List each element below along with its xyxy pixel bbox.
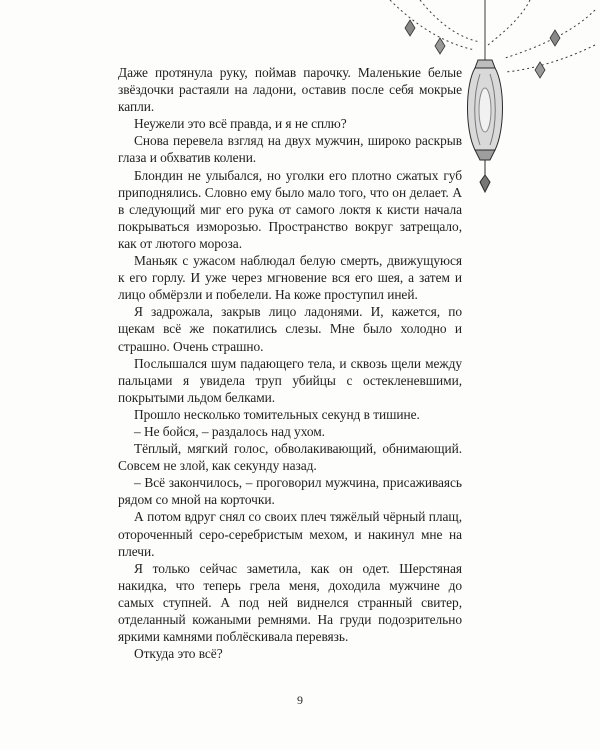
paragraph: Даже протянула руку, поймав парочку. Маленькие белые звёздочки растаяли на ладони, оставив после себя мокрые капли. bbox=[118, 65, 462, 115]
paragraph: Снова перевела взгляд на двух мужчин, широко раскрыв глаза и обхватив колени. bbox=[118, 133, 462, 166]
paragraph: Я только сейчас заметила, как он одет. Шерстяная накидка, что теперь грела меня, доходила мужчине до самых ступней. А под ней виднелся странный свитер, отделанный кожаными ремнями. На груди подозрительно яркими камнями поблёскивала перевязь. bbox=[118, 560, 462, 645]
paragraph: Маньяк с ужасом наблюдал белую смерть, движущуюся к его горлу. И уже через мгновение вся его шея, а затем и лицо обмёрзли и побелели. На коже проступил иней. bbox=[118, 253, 462, 303]
paragraph: Я задрожала, закрыв лицо ладонями. И, кажется, по щекам всё же покатились слезы. Мне было холодно и страшно. Очень страшно. bbox=[118, 304, 462, 354]
paragraph: Неужели это всё правда, и я не сплю? bbox=[134, 116, 347, 132]
paragraph: А потом вдруг снял со своих плеч тяжёлый чёрный плащ, отороченный серо-серебристым мехом, и накинул мне на плечи. bbox=[118, 509, 462, 559]
paragraph: – Всё закончилось, – проговорил мужчина, присаживаясь рядом со мной на корточки. bbox=[118, 475, 462, 508]
paragraph: – Не бойся, – раздалось над ухом. bbox=[134, 423, 325, 439]
paragraph: Прошло несколько томительных секунд в тишине. bbox=[134, 406, 420, 422]
paragraph: Блондин не улыбался, но уголки его плотно сжатых губ приподнялись. Словно ему было мало того, что он делает. А в следующий миг его рука от самого локтя к кисти начала покрываться изморозью. Пространство вокруг затрещало, как от лютого мороза. bbox=[118, 167, 462, 251]
page-number: 9 bbox=[297, 693, 303, 707]
paragraph: Тёплый, мягкий голос, обволакивающий, обнимающий. Совсем не злой, как секунду назад. bbox=[118, 441, 462, 474]
body-text bbox=[118, 64, 462, 662]
paragraph: Послышался шум падающего тела, и сквозь щели между пальцами я увидела труп убийцы с остекленевшими, покрытыми льдом белками. bbox=[118, 355, 462, 405]
paragraph: Откуда это всё? bbox=[134, 646, 223, 662]
